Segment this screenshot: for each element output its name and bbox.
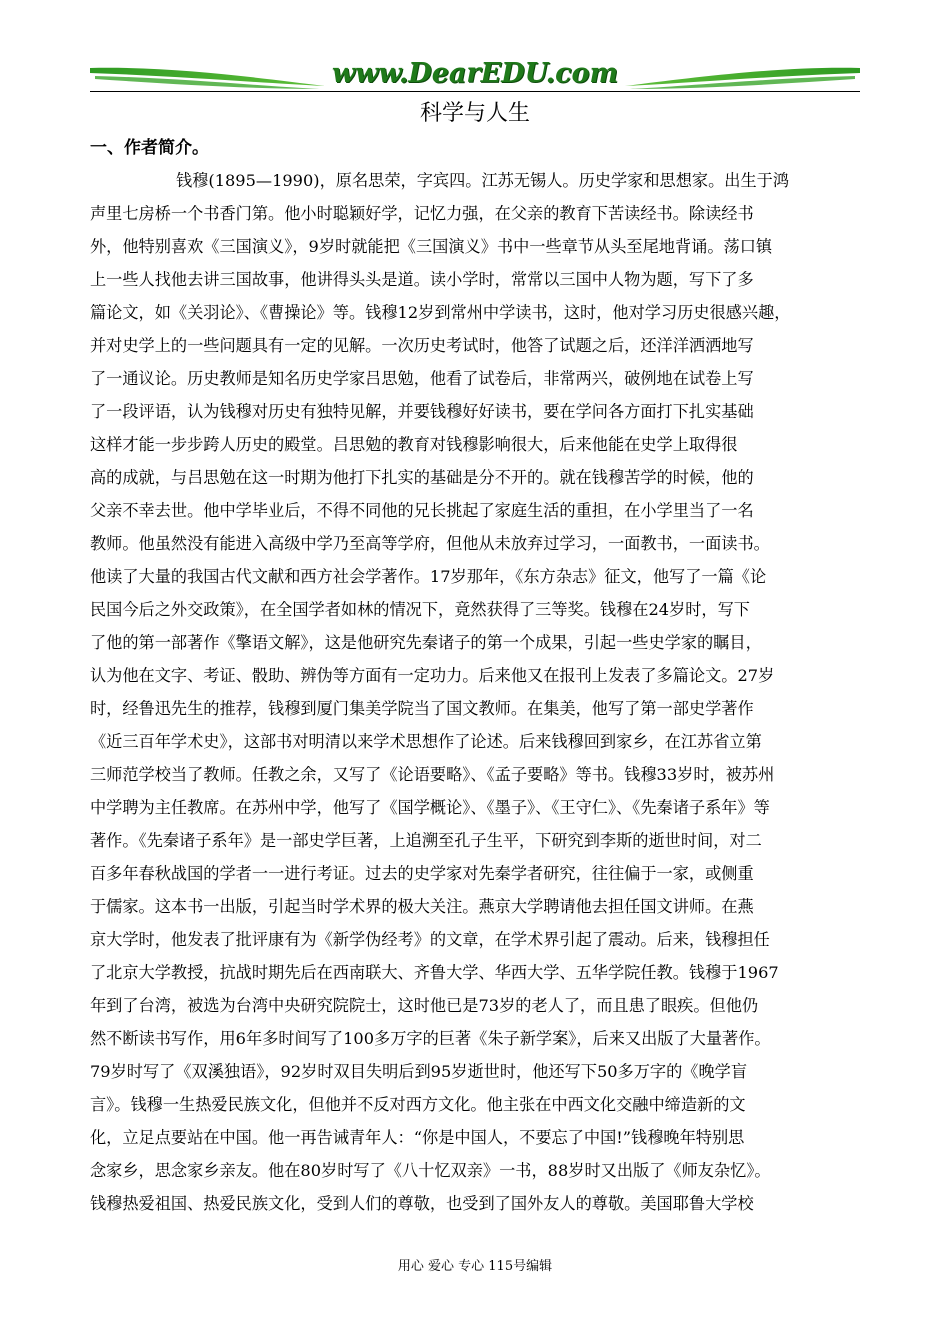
document-title: 科学与人生	[419, 101, 530, 126]
text-line: 了他的第一部著作《擎语文解》，这是他研究先秦诸子的第一个成果，引起一些史学家的瞩目，	[90, 633, 762, 652]
text-line: 《近三百年学术史》，这部书对明清以来学术思想作了论述。后来钱穆回到家乡，在江苏省立第	[90, 732, 762, 751]
text-line: 钱穆(1895—1990)，原名思荣，字宾四。江苏无锡人。历史学家和思想家。出生于鸿	[176, 171, 790, 190]
text-line: 上一些人找他去讲三国故事，他讲得头头是道。读小学时，常常以三国中人物为题，写下了多	[90, 270, 754, 289]
text-line: 京大学时，他发表了批评康有为《新学伪经考》的文章，在学术界引起了震动。后来，钱穆担任	[90, 930, 770, 949]
page-footer: 用心 爱心 专心 115号编辑	[397, 1259, 553, 1274]
text-line: 这样才能一步步跨人历史的殿堂。吕思勉的教育对钱穆影响很大，后来他能在史学上取得很	[90, 435, 738, 454]
text-line: 言》。钱穆一生热爱民族文化，但他并不反对西方文化。他主张在中西文化交融中缔造新的文	[90, 1095, 746, 1114]
text-line: 时，经鲁迅先生的推荐，钱穆到厦门集美学院当了国文教师。在集美，他写了第一部史学著作	[90, 699, 754, 718]
text-line: 79岁时写了《双溪独语》，92岁时双目失明后到95岁逝世时，他还写下50多万字的《晚学盲	[90, 1062, 748, 1081]
text-line: 教师。他虽然没有能进入高级中学乃至高等学府，但他从未放弃过学习，一面教书，一面读书。	[90, 534, 770, 553]
text-line: 声里七房桥一个书香门第。他小时聪颖好学，记忆力强，在父亲的教育下苦读经书。除读经书	[90, 204, 754, 223]
body-paragraph	[90, 164, 862, 1220]
site-header	[90, 56, 860, 96]
text-line: 年到了台湾，被选为台湾中央研究院院士，这时他已是73岁的老人了，而且患了眼疾。但他仍	[90, 996, 759, 1015]
text-line: 念家乡，思念家乡亲友。他在80岁时写了《八十忆双亲》一书，88岁时又出版了《师友杂忆》。	[90, 1161, 771, 1180]
text-line: 并对史学上的一些问题具有一定的见解。一次历史考试时，他答了试题之后，还洋洋洒洒地写	[90, 336, 754, 355]
text-line: 高的成就，与吕思勉在这一时期为他打下扎实的基础是分不开的。就在钱穆苦学的时候，他的	[90, 468, 754, 487]
text-line: 认为他在文字、考证、骰助、辨伪等方面有一定功力。后来他又在报刊上发表了多篇论文。27岁	[90, 666, 775, 685]
text-line: 篇论文，如《关羽论》、《曹操论》等。钱穆12岁到常州中学读书，这时，他对学习历史很感兴趣，	[90, 303, 791, 322]
text-line: 外，他特别喜欢《三国演义》，9岁时就能把《三国演义》书中一些章节从头至尾地背诵。荡口镇	[90, 237, 773, 256]
text-line: 然不断读书写作，用6年多时间写了100多万字的巨著《朱子新学案》，后来又出版了大量著作。	[90, 1029, 771, 1048]
text-line: 民国今后之外交政策》，在全国学者如林的情况下，竟然获得了三等奖。钱穆在24岁时，写下	[90, 600, 750, 619]
text-line: 化，立足点要站在中国。他一再告诫青年人：“你是中国人，不要忘了中国!”钱穆晚年特别思	[90, 1128, 745, 1147]
site-logo-text: www.DearEDU.com	[331, 58, 619, 89]
text-line: 了北京大学教授，抗战时期先后在西南联大、齐鲁大学、华西大学、五华学院任教。钱穆于1967	[90, 963, 779, 982]
header-divider	[90, 91, 860, 92]
text-line: 他读了大量的我国古代文献和西方社会学著作。17岁那年，《东方杂志》征文，他写了一篇《论	[90, 567, 767, 586]
text-line: 百多年春秋战国的学者一一进行考证。过去的史学家对先秦学者研究，往往偏于一家，或侧重	[90, 864, 754, 883]
text-line: 于儒家。这本书一出版，引起当时学术界的极大关注。燕京大学聘请他去担任国文讲师。在燕	[90, 897, 754, 916]
text-line: 著作。《先秦诸子系年》是一部史学巨著，上追溯至孔子生平，下研究到李斯的逝世时间，对二	[90, 831, 762, 850]
text-line: 了一段评语，认为钱穆对历史有独特见解，并要钱穆好好读书，要在学问各方面打下扎实基础	[90, 402, 754, 421]
text-line: 钱穆热爱祖国、热爱民族文化，受到人们的尊敬，也受到了国外友人的尊敬。美国耶鲁大学校	[90, 1194, 754, 1213]
text-line: 父亲不幸去世。他中学毕业后，不得不同他的兄长挑起了家庭生活的重担，在小学里当了一名	[90, 501, 754, 520]
section-heading: 一、作者简介。	[90, 138, 209, 158]
text-line: 三师范学校当了教师。任教之余，又写了《论语要略》、《孟子要略》等书。钱穆33岁时，被苏州	[90, 765, 775, 784]
text-line: 了一通议论。历史教师是知名历史学家吕思勉，他看了试卷后，非常两兴，破例地在试卷上写	[90, 369, 754, 388]
text-line: 中学聘为主任教席。在苏州中学，他写了《国学概论》、《墨子》、《王守仁》、《先秦诸子系年》等	[90, 798, 770, 817]
